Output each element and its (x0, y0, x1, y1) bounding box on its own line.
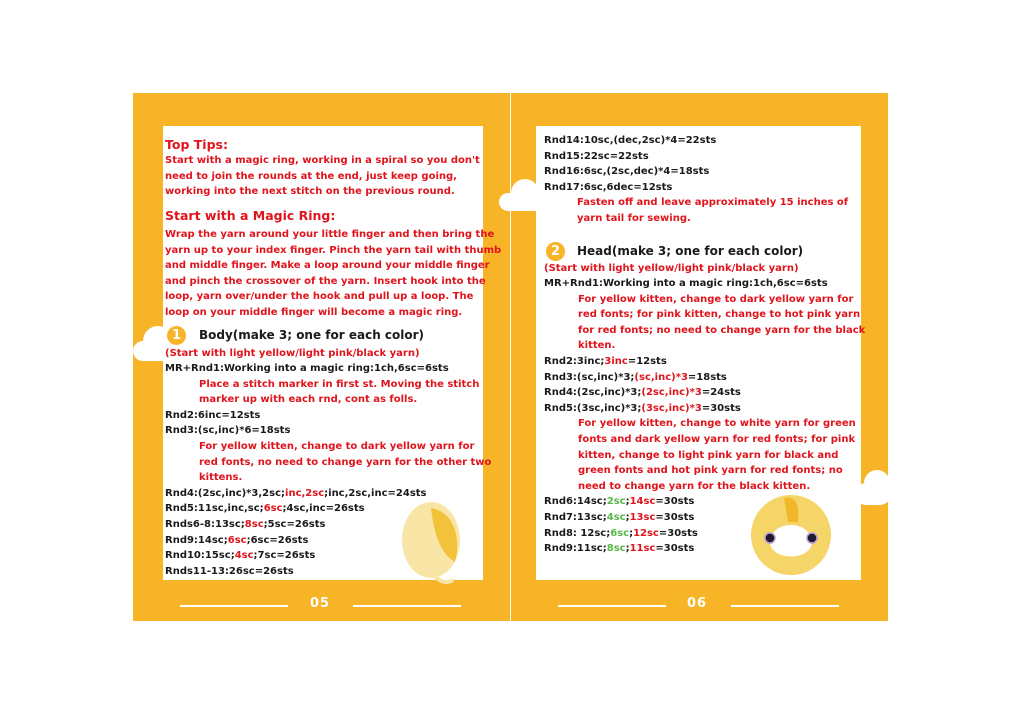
section-number-badge: 1 (167, 326, 186, 345)
row-segment: For yellow kitten, change to dark yellow yarn for (578, 293, 854, 305)
pattern-row (544, 401, 741, 417)
row-segment: 12sc (633, 527, 659, 539)
row-segment: 8sc (244, 519, 264, 530)
row-segment: ; (625, 543, 630, 555)
pattern-row (544, 510, 694, 526)
text-line: working into the next stitch on the previous round. (165, 186, 455, 198)
row-segment: marker up with each rnd, cont as folls. (199, 394, 418, 406)
pattern-row (544, 541, 694, 557)
footer-line-right (731, 605, 839, 607)
row-segment: 4sc (606, 512, 626, 523)
row-segment: Rnd8: 12sc; (544, 527, 611, 539)
row-segment: Rnd16:6sc,(2sc,dec)*4=18sts (544, 166, 710, 178)
row-segment: ;6sc=26sts (246, 534, 309, 546)
pattern-row (165, 361, 449, 377)
pattern-row (544, 354, 667, 370)
instruction-note (578, 338, 615, 354)
left-eye (765, 533, 775, 543)
row-segment: ;inc,2sc,inc=24sts (324, 487, 427, 499)
pattern-row (544, 385, 741, 401)
pattern-row (544, 276, 828, 292)
text-line: Wrap the yarn around your little finger and then bring the (165, 229, 495, 240)
pattern-row (544, 180, 672, 196)
row-segment: Rnds11-13:26sc=26sts (165, 565, 294, 577)
row-segment: ; (625, 512, 630, 523)
text-line: loop on your middle finger will become a magic ring. (165, 307, 463, 318)
page-number: 05 (309, 596, 331, 611)
row-segment: Rnd14:10sc,(dec,2sc)*4=22sts (544, 135, 717, 146)
crochet-body-illustration (395, 500, 467, 586)
row-segment: MR+Rnd1:Working into a magic ring:1ch,6sc=6sts (165, 363, 449, 374)
row-segment: =30sts (655, 543, 695, 555)
pattern-row (544, 494, 694, 510)
pattern-row (165, 501, 365, 517)
row-segment: =30sts (655, 512, 695, 523)
pattern-row (544, 526, 698, 542)
row-segment: 14sc (629, 496, 656, 508)
row-segment: For yellow kitten, change to dark yellow yarn for (199, 441, 475, 452)
instruction-note (199, 392, 417, 408)
row-segment: ;4sc,inc=26sts (282, 503, 365, 515)
page-number: 06 (686, 596, 708, 611)
row-segment: =12sts (627, 356, 667, 367)
row-segment: ; (629, 527, 634, 539)
section-title: Body(make 3; one for each color) (199, 328, 425, 342)
row-segment: (2sc,inc)*3 (641, 387, 702, 399)
text-line: and middle finger. Make a loop around your middle finger (165, 260, 490, 272)
row-segment: kitten. (578, 340, 616, 352)
row-segment: Rnd4:(2sc,inc)*3; (544, 387, 642, 399)
row-segment: Rnd4:(2sc,inc)*3,2sc; (165, 487, 286, 499)
row-segment: 8sc (606, 543, 626, 555)
row-segment: Rnd5:11sc,inc,sc; (165, 503, 264, 515)
row-segment: inc,2sc (285, 487, 325, 499)
pattern-row (165, 548, 315, 564)
instruction-note (199, 439, 474, 455)
row-segment: ;7sc=26sts (253, 550, 316, 562)
row-segment: For yellow kitten, change to white yarn for green (578, 418, 856, 430)
row-segment: Rnd10:15sc; (165, 550, 235, 562)
pattern-row (544, 133, 716, 149)
row-segment: kitten, change to light pink yarn for black and (578, 449, 839, 461)
cloud-decoration-puff (511, 179, 539, 207)
text-line: and pinch the crossover of the yarn. Insert hook into the (165, 275, 486, 287)
crochet-head-illustration (748, 492, 834, 578)
row-segment: MR+Rnd1:Working into a magic ring:1ch,6sc=6sts (544, 278, 828, 289)
row-segment: Rnd5:(3sc,inc)*3; (544, 402, 642, 414)
row-segment: =30sts (658, 527, 698, 539)
pattern-row (165, 486, 427, 502)
row-segment: Rnd2:6inc=12sts (165, 409, 261, 421)
text-line: Start with a magic ring, working in a spiral so you don't (165, 155, 480, 166)
row-segment: 6sc (227, 534, 247, 546)
instruction-note (577, 195, 848, 211)
footer-line-right (353, 605, 461, 607)
text-line: need to join the rounds at the end, just keep going, (165, 170, 457, 182)
text-line: loop, yarn over/under the hook and pull up a loop. The (165, 291, 474, 303)
row-segment: =30sts (701, 402, 741, 414)
row-segment: Rnd3:(sc,inc)*6=18sts (165, 425, 291, 437)
row-segment: 2sc (606, 496, 626, 508)
instruction-note (577, 211, 691, 227)
row-segment: Rnd3:(sc,inc)*3; (544, 371, 635, 383)
instruction-note (578, 323, 865, 339)
instruction-note (199, 377, 479, 393)
section-number-badge: 2 (546, 242, 565, 261)
row-segment: green fonts and hot pink yarn for red fonts; no (578, 465, 843, 477)
row-segment: Rnd15:22sc=22sts (544, 150, 649, 162)
row-segment: Rnd7:13sc; (544, 512, 607, 523)
section-title: Head(make 3; one for each color) (577, 244, 804, 258)
row-segment: Rnd9:11sc; (544, 543, 607, 555)
footer-line-left (558, 605, 666, 607)
row-segment: 11sc (629, 543, 656, 555)
pattern-row (544, 370, 727, 386)
instruction-note (199, 470, 242, 486)
row-segment: Place a stitch marker in first st. Moving the stitch (199, 378, 480, 390)
instruction-note (578, 432, 855, 448)
row-segment: =24sts (701, 387, 741, 399)
pattern-row (165, 564, 294, 580)
right-eye (807, 533, 817, 543)
row-segment: Rnds6-8:13sc; (165, 519, 245, 530)
row-segment: for red fonts; no need to change yarn for the black (578, 324, 866, 336)
row-segment: yarn tail for sewing. (577, 213, 691, 224)
instruction-note (578, 292, 853, 308)
row-segment: 6sc (263, 503, 283, 515)
row-segment: Fasten off and leave approximately 15 inches of (577, 197, 849, 209)
row-segment: Rnd17:6sc,6dec=12sts (544, 181, 673, 193)
pattern-row (165, 533, 308, 549)
row-segment: need to change yarn for the black kitten. (578, 480, 811, 492)
row-segment: 4sc (234, 550, 254, 562)
magic-ring-heading: Start with a Magic Ring: (165, 208, 336, 223)
row-segment: 6sc (610, 527, 630, 539)
pattern-row (544, 164, 709, 180)
row-segment: =18sts (687, 371, 727, 383)
row-segment: Rnd2:3inc; (544, 356, 605, 367)
row-segment: red fonts, no need to change yarn for the other two (199, 456, 492, 468)
start-note: (Start with light yellow/light pink/black yarn) (165, 348, 420, 359)
cloud-decoration-puff (864, 470, 890, 496)
row-segment: red fonts; for pink kitten, change to hot pink yarn (578, 309, 861, 321)
pattern-row (165, 408, 260, 424)
row-segment: ; (625, 496, 630, 508)
footer-line-left (180, 605, 288, 607)
instruction-note (578, 448, 838, 464)
instruction-note (578, 416, 856, 432)
row-segment: 13sc (629, 512, 656, 523)
row-segment: ;5sc=26sts (263, 519, 326, 530)
top-tips-heading: Top Tips: (165, 137, 228, 152)
row-segment: fonts and dark yellow yarn for red fonts; for pink (578, 434, 856, 445)
row-segment: =30sts (655, 496, 695, 508)
pattern-row (544, 149, 649, 165)
row-segment: 3inc (604, 356, 628, 367)
instruction-note (578, 463, 843, 479)
instruction-note (578, 307, 860, 323)
row-segment: (sc,inc)*3 (634, 371, 688, 383)
row-segment: Rnd9:14sc; (165, 534, 228, 546)
pattern-row (165, 423, 290, 439)
row-segment: kittens. (199, 472, 243, 484)
row-segment: (3sc,inc)*3 (641, 402, 702, 414)
row-segment: Rnd6:14sc; (544, 496, 607, 508)
text-line: yarn up to your index finger. Pinch the yarn tail with thumb (165, 244, 502, 256)
tail (433, 574, 453, 582)
instruction-note (199, 455, 491, 471)
start-note: (Start with light yellow/light pink/black yarn) (544, 263, 799, 274)
pattern-row (165, 517, 325, 533)
